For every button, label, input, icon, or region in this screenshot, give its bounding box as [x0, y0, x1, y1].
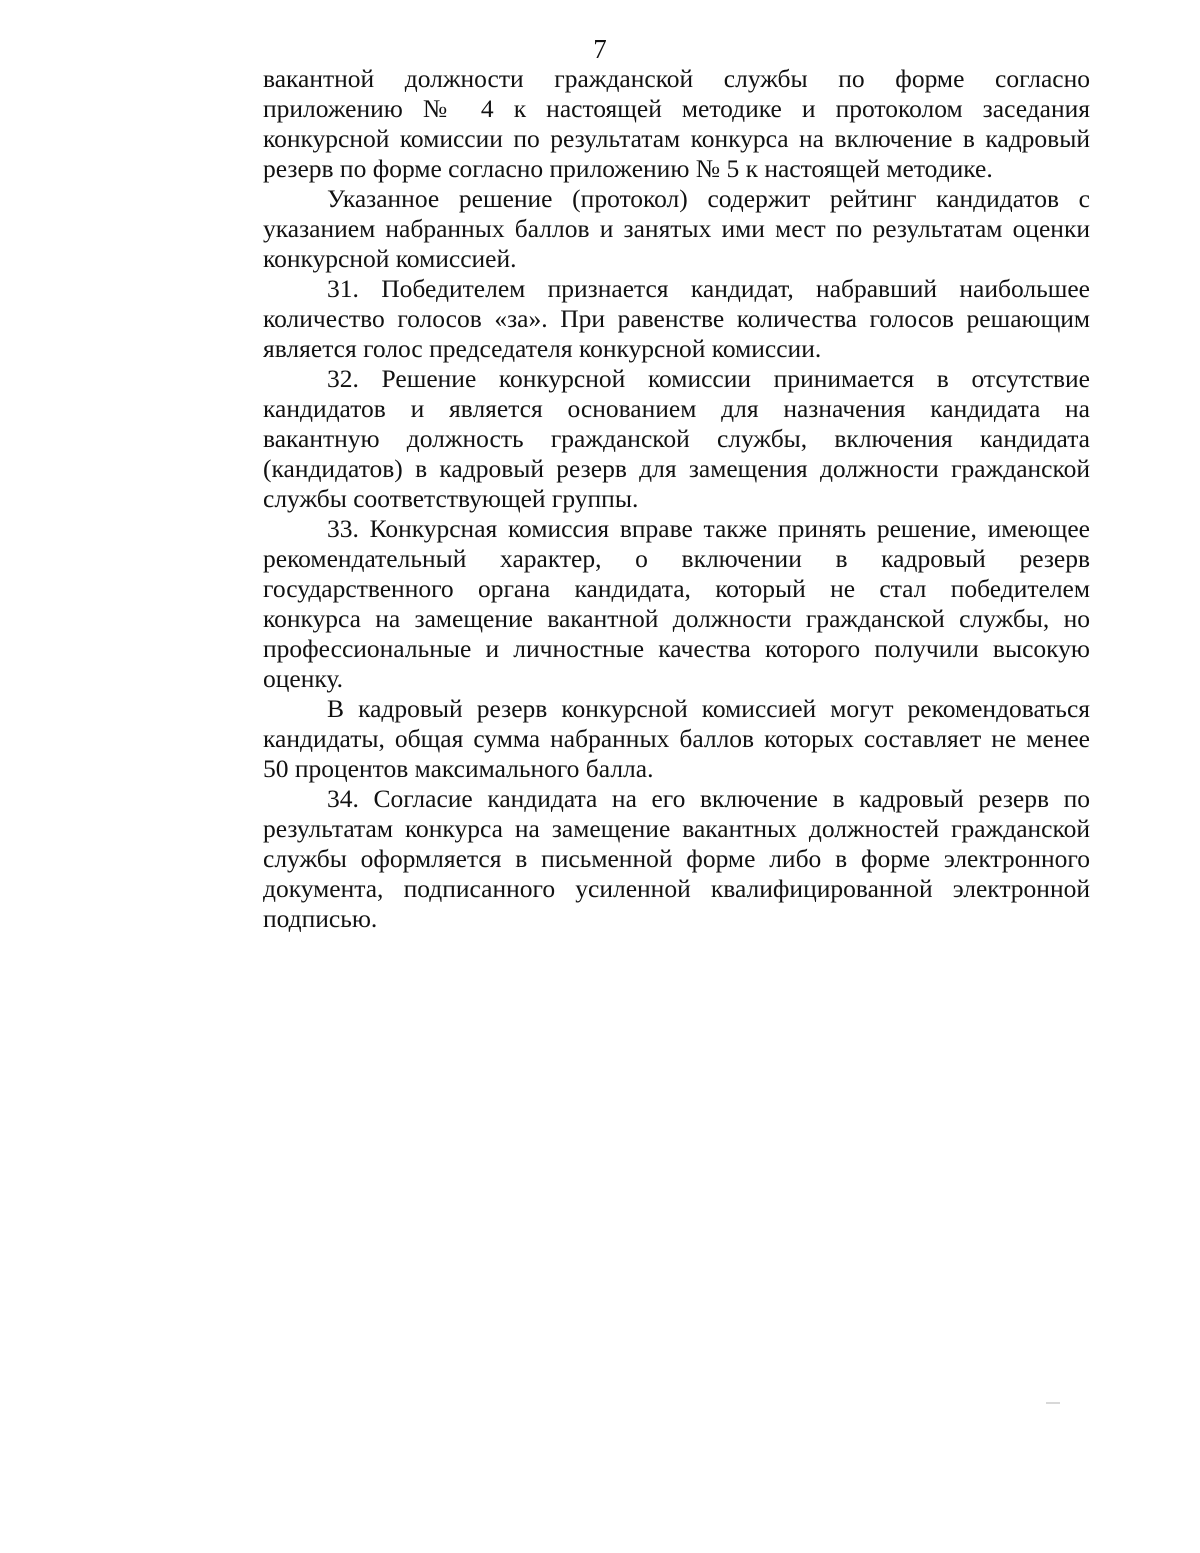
text-line: документа, подписанного усиленной квалифицированной электронной	[263, 874, 1090, 903]
scan-artifact	[1046, 1402, 1060, 1404]
text-line: указанием набранных баллов и занятых ими мест по результатам оценки	[263, 214, 1090, 243]
text-line: оценку.	[263, 664, 343, 693]
text-line: В кадровый резерв конкурсной комиссией могут рекомендоваться	[327, 694, 1090, 723]
text-line: 31. Победителем признается кандидат, набравший наибольшее	[327, 274, 1090, 303]
text-line: кандидаты, общая сумма набранных баллов которых составляет не менее	[263, 724, 1090, 753]
paragraph-clause-32	[263, 364, 1090, 514]
page-number: 7	[593, 34, 607, 64]
paragraph-clause-34	[263, 784, 1090, 934]
text-line: Указанное решение (протокол) содержит рейтинг кандидатов с	[327, 184, 1090, 213]
text-line: (кандидатов) в кадровый резерв для замещения должности гражданской	[263, 454, 1090, 483]
text-line: рекомендательный характер, о включении в кадровый резерв	[263, 544, 1090, 573]
text-line: кандидатов и является основанием для назначения кандидата на	[263, 394, 1090, 423]
text-line: 33. Конкурсная комиссия вправе также принять решение, имеющее	[327, 514, 1090, 543]
text-line: приложению № 4 к настоящей методике и протоколом заседания	[263, 94, 1090, 123]
paragraph-decision-protocol	[263, 184, 1090, 274]
text-line: 34. Согласие кандидата на его включение в кадровый резерв по	[327, 784, 1090, 813]
text-line: конкурсной комиссией.	[263, 244, 517, 273]
paragraph-clause-31	[263, 274, 1090, 364]
text-line: является голос председателя конкурсной комиссии.	[263, 334, 822, 363]
document-body	[263, 64, 1090, 934]
paragraph-continuation	[263, 64, 1090, 184]
text-line: резерв по форме согласно приложению № 5 к настоящей методике.	[263, 154, 993, 183]
paragraph-clause-33	[263, 514, 1090, 694]
text-line: количество голосов «за». При равенстве количества голосов решающим	[263, 304, 1090, 333]
text-line: конкурсной комиссии по результатам конкурса на включение в кадровый	[263, 124, 1090, 153]
text-line: вакантной должности гражданской службы по форме согласно	[263, 64, 1090, 93]
text-line: 32. Решение конкурсной комиссии принимается в отсутствие	[327, 364, 1090, 393]
text-line: государственного органа кандидата, который не стал победителем	[263, 574, 1090, 603]
text-line: вакантную должность гражданской службы, включения кандидата	[263, 424, 1090, 453]
text-line: подписью.	[263, 904, 378, 933]
text-line: профессиональные и личностные качества которого получили высокую	[263, 634, 1090, 663]
text-line: 50 процентов максимального балла.	[263, 754, 654, 783]
text-line: службы оформляется в письменной форме либо в форме электронного	[263, 844, 1090, 873]
paragraph-reserve-recommendation	[263, 694, 1090, 784]
text-line: конкурса на замещение вакантной должности гражданской службы, но	[263, 604, 1090, 633]
text-line: результатам конкурса на замещение вакантных должностей гражданской	[263, 814, 1090, 843]
text-line: службы соответствующей группы.	[263, 484, 639, 513]
